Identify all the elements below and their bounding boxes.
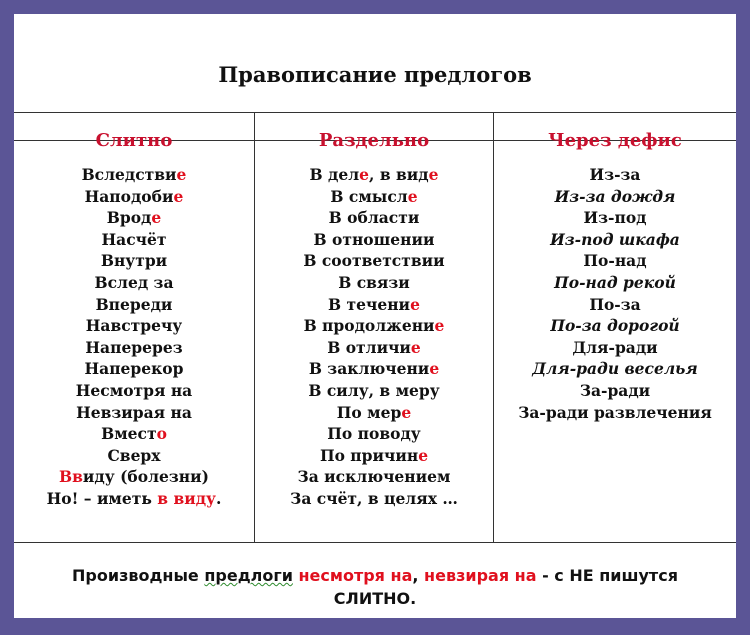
item-text: В соответствии (303, 251, 445, 271)
list-item (255, 250, 493, 272)
item-text: В отличи (327, 337, 411, 357)
list-item (255, 294, 493, 316)
list-item (494, 294, 736, 316)
list-item (255, 423, 493, 445)
list-separately (255, 164, 493, 510)
list-item (14, 402, 254, 424)
item-text: В области (328, 208, 420, 228)
list-item (255, 445, 493, 467)
header-separately: Раздельно (318, 130, 430, 151)
page-title: Правописание предлогов (218, 62, 532, 87)
list-item (255, 272, 493, 294)
item-text: Для-ради (572, 337, 658, 357)
title-divider (14, 112, 736, 113)
list-item (14, 337, 254, 359)
footer-text: - с НЕ пишутся (536, 566, 678, 585)
item-text: Вслед за (94, 272, 174, 292)
list-item (14, 488, 254, 510)
item-text: Внутри (100, 251, 168, 271)
list-item (255, 358, 493, 380)
item-text: По-за (589, 294, 641, 314)
list-item (255, 207, 493, 229)
list-item (494, 272, 736, 294)
item-text: В смысл (330, 186, 408, 206)
item-text: По-за дорогой (550, 316, 680, 336)
item-text: За-ради (579, 380, 651, 400)
highlighted-letter: е (401, 402, 412, 422)
item-text: В силу, в меру (308, 380, 440, 400)
list-item (14, 186, 254, 208)
list-item (494, 186, 736, 208)
item-text: Из-под (583, 208, 647, 228)
item-text: Для-ради веселья (532, 359, 698, 379)
item-text: По-над рекой (554, 272, 676, 292)
footer-highlight: невзирая на (424, 566, 537, 585)
list-item (255, 466, 493, 488)
footer-highlight: несмотря на (298, 566, 413, 585)
footer-text: Производные (72, 566, 205, 585)
list-item (494, 315, 736, 337)
list-item (14, 229, 254, 251)
item-text: Из-за дождя (554, 186, 676, 206)
list-item (494, 358, 736, 380)
list-item (255, 337, 493, 359)
header-together: Слитно (95, 130, 173, 151)
list-item (14, 466, 254, 488)
list-item (14, 423, 254, 445)
list-item (494, 402, 736, 424)
list-item (255, 186, 493, 208)
list-item (494, 164, 736, 186)
item-text: Наподоби (84, 186, 174, 206)
rules-table (14, 14, 736, 618)
item-text: Навстречу (85, 316, 183, 336)
item-text: Врод (106, 208, 152, 228)
highlighted-letter: е (176, 165, 187, 184)
item-text: За счёт, в целях … (290, 488, 458, 508)
item-text: Наперекор (84, 359, 184, 379)
list-item (14, 358, 254, 380)
item-text: В течени (328, 294, 411, 314)
item-text: иду (болезни) (82, 467, 209, 487)
item-text: По поводу (327, 424, 421, 444)
item-text: По-над (583, 251, 647, 271)
list-together (14, 164, 254, 510)
item-text: В связи (338, 272, 410, 292)
highlighted-letter: е (359, 165, 370, 184)
highlighted-letter: е (434, 316, 445, 336)
highlighted-letter: Вв (59, 467, 83, 487)
highlighted-letter: е (429, 359, 440, 379)
footer-text: , (412, 566, 425, 585)
list-item (14, 294, 254, 316)
footer-text: СЛИТНО. (333, 589, 417, 608)
footer-divider (14, 542, 736, 543)
item-text: Невзирая на (76, 402, 192, 422)
item-text: Сверх (107, 445, 161, 465)
item-text: За исключением (297, 467, 451, 487)
item-text: Несмотря на (75, 380, 193, 400)
highlighted-letter: е (410, 337, 421, 357)
item-text: Из-под шкафа (550, 229, 680, 249)
item-text: Вмест (101, 424, 157, 444)
item-text: По мер (336, 402, 402, 422)
highlighted-letter: в виду (157, 488, 216, 508)
list-item (14, 445, 254, 467)
list-item (494, 207, 736, 229)
list-item (255, 315, 493, 337)
item-text: Наперерез (85, 337, 183, 357)
item-text: Впереди (95, 294, 173, 314)
list-item (494, 250, 736, 272)
item-text: Но! – иметь (46, 488, 158, 508)
highlighted-letter: е (418, 445, 429, 465)
highlighted-letter: е (428, 165, 439, 184)
list-item (14, 272, 254, 294)
list-item (494, 229, 736, 251)
list-item (494, 380, 736, 402)
highlighted-letter: е (410, 294, 420, 314)
item-text: . (215, 488, 222, 508)
item-text: Насчёт (101, 229, 167, 249)
highlighted-letter: е (151, 208, 162, 228)
item-text: За-ради развлечения (518, 402, 712, 422)
footer-note (14, 564, 736, 610)
item-text: Вследстви (81, 165, 177, 184)
item-text: В заключени (308, 359, 430, 379)
list-item (494, 337, 736, 359)
highlighted-letter: о (156, 424, 167, 444)
highlighted-letter: е (407, 186, 418, 206)
list-item (255, 380, 493, 402)
item-text: В отношении (313, 229, 435, 249)
item-text: Из-за (589, 165, 641, 184)
item-text: , в вид (369, 165, 429, 184)
list-hyphen (494, 164, 736, 423)
list-item (255, 488, 493, 510)
item-text: В продолжени (303, 316, 435, 336)
highlighted-letter: е (173, 186, 184, 206)
header-hyphen: Через дефис (548, 130, 682, 151)
list-item (255, 229, 493, 251)
footer-text: предлоги (204, 566, 293, 585)
list-item (255, 402, 493, 424)
list-item (14, 315, 254, 337)
list-item (14, 250, 254, 272)
list-item (14, 207, 254, 229)
list-item (14, 164, 254, 186)
item-text: В дел (309, 165, 360, 184)
list-item (14, 380, 254, 402)
list-item (255, 164, 493, 186)
item-text: По причин (319, 445, 419, 465)
